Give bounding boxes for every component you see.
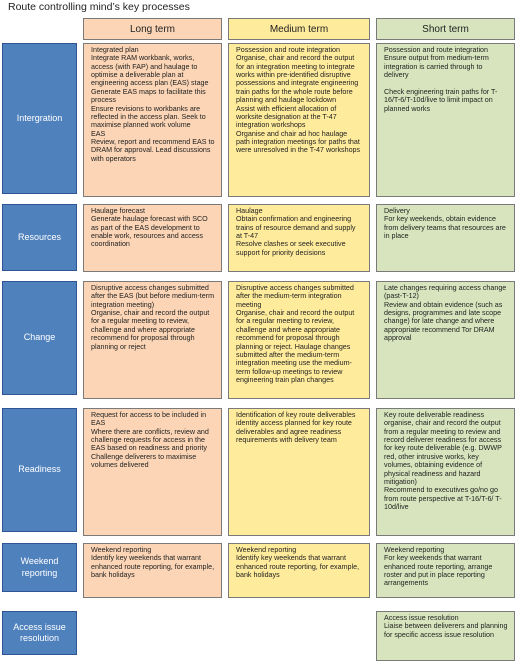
cell-change-long-term [83,281,222,399]
cell-weekend-reporting-medium-term [228,543,370,598]
cell-readiness-medium-term [228,408,370,536]
cell-line: Ensure output from medium-term integration is carried through to delivery [384,54,489,80]
cell-line: Review, report and recommend EAS to DRAM for approval. Lead discussions with operators [91,137,215,163]
cell-line [384,79,508,87]
cell-line: Organise, chair and record the output for an integration meeting to integrate works within pre-identified disruptive possessions and integrate engineering train paths for the whole route before planning and haulage lockdown [236,54,359,105]
cell-change-medium-term [228,281,370,399]
row-label-access-issue-resolution: Access issue resolution [2,611,77,655]
cell-line: Key route deliverable readiness organise, chair and record the output from a regular meeting to review and record deliverer readiness for access for key route deliverable (e.g. DWWP red, other intrusive works, key volumes, obtaining evidence of physical readiness and hazard mitigation) [384,411,502,486]
cell-line: Disruptive access changes submitted after the EAS (but before medium-term integration meeting) [91,284,215,309]
cell-line: Obtain confirmation and engineering trains of resource demand and supply at T-47 [236,215,356,241]
cell-line: Identify key weekends that warrant enhanced route reporting, for example, bank holidays [236,554,360,580]
column-header-medium-term: Medium term [228,18,370,40]
row-label-integration: Intergration [2,43,77,194]
row-label-weekend-reporting: Weekend reporting [2,543,77,592]
cell-line: Generate haulage forecast with SCO as part of the EAS development to enable work, resources and access coordination [91,215,208,249]
cell-weekend-reporting-short-term [376,543,515,598]
cell-line: Haulage [236,207,263,215]
cell-line: For key weekends, obtain evidence from delivery teams that resources are in place [384,215,506,241]
cell-line: Identification of key route deliverables identity access planned for key route deliverables and agree readiness requirements with delivery team [236,411,356,445]
cell-integration-medium-term [228,43,370,197]
cell-line: Liaise between deliverers and planning for specific access issue resolution [384,622,508,639]
cell-resources-medium-term [228,204,370,272]
cell-line: Organise, chair and record the output for a regular meeting to review, challenge and where appropriate recommend for proposal through planning or reject. Haulage changes submitted after the medium-term integration meeting use the medium-term follow-up meetings to review engineering train plan changes [236,309,355,384]
row-label-resources: Resources [2,204,77,271]
cell-weekend-reporting-long-term [83,543,222,598]
diagram-title: Route controlling mind’s key processes [8,1,190,13]
cell-line: Where there are conflicts, review and challenge requests for access in the EAS based on readiness and priority [91,427,209,453]
column-header-short-term: Short term [376,18,515,40]
cell-line: Late changes requiring access change (past-T-12) [384,284,507,301]
cell-integration-long-term [83,43,222,197]
cell-line: Possession and route integration [236,46,341,54]
cell-integration-short-term [376,43,515,197]
cell-line: Ensure revisions to workbanks are reflected in the access plan. Seek to maximise planned work volume [91,104,206,130]
cell-readiness-short-term [376,408,515,536]
cell-line: Recommend to executives go/no go from route perspective at T-16/T-6/ T-10d/live [384,486,502,511]
cell-line: Weekend reporting [384,546,445,554]
cell-line: Integrated plan [91,46,139,54]
cell-line: Possession and route integration [384,46,489,54]
cell-line: Disruptive access changes submitted after the medium-term integration meeting [236,284,354,309]
cell-line: Assist with efficient allocation of worksite designation at the T-47 integration workshops [236,104,337,130]
cell-line: Access issue resolution [384,614,459,622]
cell-line: Organise, chair and record the output for a regular meeting to review, challenge and where appropriate recommend for proposal through planning or reject [91,309,210,351]
cell-line: Weekend reporting [236,546,297,554]
cell-line: Review and obtain evidence (such as designs, programmes and late scope change) for late change and where appropriate recommend Tor DRAM approval [384,300,503,343]
cell-change-short-term [376,281,515,399]
cell-readiness-long-term [83,408,222,536]
cell-access-issue-resolution-short-term [376,611,515,661]
cell-line: For key weekends that warrant enhanced route reporting, arrange roster and put in place reporting arrangements [384,554,493,588]
cell-line: Request for access to be included in EAS [91,411,207,428]
cell-resources-short-term [376,204,515,272]
cell-line: Resolve clashes or seek executive support for priority decisions [236,240,346,257]
cell-line: Organise and chair ad hoc haulage path integration meetings for paths that were unresolved in the T-47 workshops [236,129,361,155]
cell-line: Identify key weekends that warrant enhanced route reporting, for example, bank holidays [91,554,215,580]
cell-line: Challenge deliverers to maximise volumes delivered [91,452,197,470]
cell-line: Generate EAS maps to facilitate this process [91,87,206,105]
cell-line: Delivery [384,207,410,215]
cell-line: Weekend reporting [91,546,152,554]
row-label-readiness: Readiness [2,408,77,532]
cell-line: Integrate RAM workbank, works, access (with FAP) and haulage to optimise a deliverable plan at engineering access plan (EAS) stage [91,54,209,88]
cell-resources-long-term [83,204,222,272]
cell-line: EAS [91,129,106,138]
cell-line: Haulage forecast [91,207,145,215]
cell-line: Check engineering train paths for T-16/T-6/T-10d/live to limit impact on planned works [384,87,498,113]
column-header-long-term: Long term [83,18,222,40]
row-label-change: Change [2,281,77,395]
